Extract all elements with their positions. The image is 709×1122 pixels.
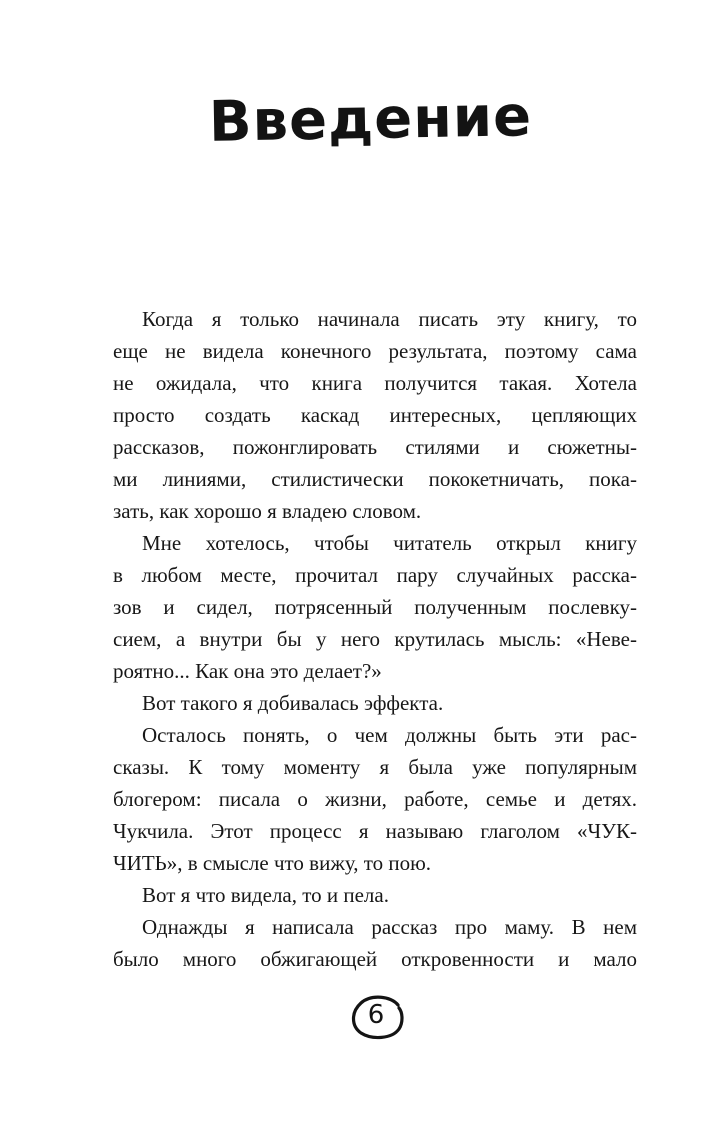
text-line: ЧИТЬ», в смысле что вижу, то пою.	[113, 851, 432, 875]
text-line: рассказов, пожонглировать стилями и сюжетны-	[113, 435, 637, 459]
text-line: Вот я что видела, то и пела.	[142, 883, 389, 907]
text-line: роятно... Как она это делает?»	[113, 659, 382, 683]
text-line: Когда я только начинала писать эту книгу, то	[142, 307, 637, 331]
text-line: Вот такого я добивалась эффекта.	[142, 691, 444, 715]
page-number-badge	[348, 992, 406, 1040]
text-line: Мне хотелось, чтобы читатель открыл книгу	[142, 531, 637, 555]
text-line: еще не видела конечного результата, поэтому сама	[113, 339, 637, 363]
text-line: в любом месте, прочитал пару случайных расска-	[113, 563, 637, 587]
chapter-title: Введение	[208, 84, 533, 155]
text-line: Однажды я написала рассказ про маму. В нем	[142, 915, 637, 939]
text-line: Чукчила. Этот процесс я называю глаголом «ЧУК-	[113, 819, 637, 843]
text-line: ми линиями, стилистически пококетничать, пока-	[113, 467, 637, 491]
page-number: 6	[367, 1000, 385, 1030]
text-line: было много обжигающей откровенности и мало	[113, 947, 637, 971]
text-line: не ожидала, что книга получится такая. Хотела	[113, 371, 637, 395]
text-block	[113, 303, 637, 975]
text-line: сказы. К тому моменту я была уже популярным	[113, 755, 637, 779]
text-line: зов и сидел, потрясенный полученным послевку-	[113, 595, 637, 619]
text-line: Осталось понять, о чем должны быть эти рас-	[142, 723, 637, 747]
text-line: блогером: писала о жизни, работе, семье и детях.	[113, 787, 637, 811]
text-line: сием, а внутри бы у него крутилась мысль: «Неве-	[113, 627, 637, 651]
text-line: зать, как хорошо я владею словом.	[113, 499, 422, 523]
text-line: просто создать каскад интересных, цепляющих	[113, 403, 637, 427]
